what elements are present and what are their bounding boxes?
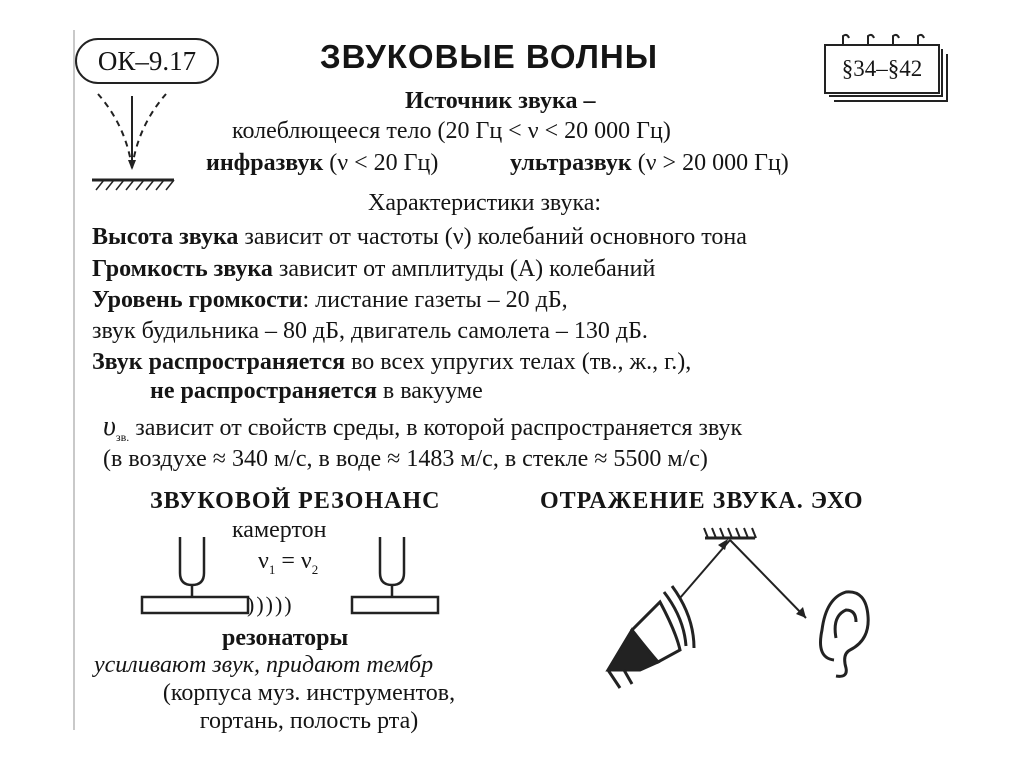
speed-text: зависит от свойств среды, в которой распространяется звук	[135, 415, 743, 441]
loudness-text: зависит от амплитуды (A) колебаний	[278, 256, 656, 282]
level-term: Уровень громкости	[92, 287, 303, 313]
tuning-fork-right	[350, 535, 440, 615]
nu-sub-1: 1	[268, 561, 276, 577]
ultrasound-range: (ν > 20 000 Гц)	[637, 150, 789, 176]
vacuum-text: в вакууме	[382, 378, 483, 404]
tuning-fork-left	[140, 535, 250, 615]
propagation-term: Звук распространяется	[92, 349, 346, 375]
pitch-text: зависит от частоты (ν) колебаний основного тона	[244, 224, 747, 250]
resonance-heading: ЗВУКОВОЙ РЕЗОНАНС	[150, 488, 441, 514]
source-definition: колеблющееся тело (20 Гц < ν < 20 000 Гц)	[232, 118, 671, 144]
speed-subscript: зв.	[115, 429, 130, 444]
ultrasound-line	[510, 150, 789, 177]
page-title: ЗВУКОВЫЕ ВОЛНЫ	[320, 38, 659, 75]
tuning-fork-label: камертон	[232, 517, 327, 543]
sound-waves: )))))	[247, 592, 294, 617]
resonators-label: резонаторы	[222, 625, 349, 651]
frequency-equality	[258, 548, 318, 578]
echo-diagram	[580, 520, 880, 690]
infrasound-range: (ν < 20 Гц)	[329, 150, 439, 176]
reflection-heading: ОТРАЖЕНИЕ ЗВУКА. ЭХО	[540, 488, 864, 514]
characteristics-heading: Характеристики звука:	[368, 190, 602, 216]
propagation-text: во всех упругих телах (тв., ж., г.),	[351, 349, 692, 375]
loudness-line	[92, 256, 655, 283]
level-line	[92, 287, 568, 314]
source-heading: Источник звука –	[405, 88, 596, 114]
nu-right: ν	[300, 548, 312, 574]
speed-line	[103, 411, 742, 445]
vibrating-rod-icon	[88, 86, 178, 196]
propagation-line	[92, 349, 691, 376]
vacuum-term: не распространяется	[150, 378, 377, 404]
loudness-term: Громкость звука	[92, 256, 273, 282]
page-left-edge	[73, 30, 75, 730]
level-text: : листание газеты – 20 дБ,	[302, 287, 568, 313]
notebook-rings-icon	[828, 34, 940, 46]
megaphone-icon	[608, 602, 680, 688]
nu-left: ν	[258, 548, 269, 574]
resonators-examples-2: гортань, полость рта)	[199, 708, 419, 734]
paragraph-reference: §34–§42	[824, 44, 940, 94]
ear-icon	[821, 592, 869, 676]
resonators-examples-1: (корпуса муз. инструментов,	[162, 680, 456, 706]
infrasound-line	[206, 150, 438, 177]
level-line-2: звук будильника – 80 дБ, двигатель самолета – 130 дБ.	[92, 318, 648, 344]
vacuum-line	[150, 378, 483, 405]
nu-sub-2: 2	[311, 561, 319, 577]
card-number-badge: ОК–9.17	[75, 38, 219, 84]
resonators-role: усиливают звук, придают тембр	[94, 652, 434, 678]
pitch-line	[92, 224, 747, 251]
speed-values: (в воздухе ≈ 340 м/с, в воде ≈ 1483 м/с, в стекле ≈ 5500 м/с)	[103, 446, 708, 472]
ultrasound-term: ультразвук	[510, 150, 632, 176]
speed-symbol: υ	[103, 411, 116, 442]
pitch-term: Высота звука	[92, 224, 239, 250]
infrasound-term: инфразвук	[206, 150, 324, 176]
equals-sign: =	[275, 548, 301, 574]
